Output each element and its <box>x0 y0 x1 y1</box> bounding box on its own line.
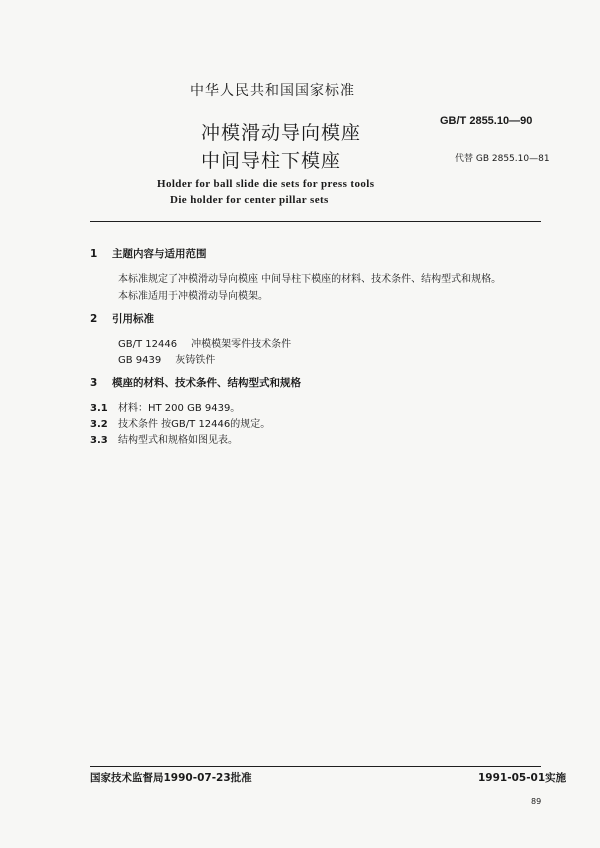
section-3-number: 3 <box>90 377 98 389</box>
reference-standard-1 <box>118 335 291 350</box>
section-1-title: 主题内容与适用范围 <box>112 248 207 260</box>
title-english-line-1: Holder for ball slide die sets for press tools <box>157 178 375 190</box>
replaces-standard: 代替 GB 2855.10—81 <box>455 154 550 164</box>
reference-standard-2 <box>118 351 215 366</box>
clause-3-2 <box>90 415 270 430</box>
section-1-paragraph-1: 本标准规定了冲模滑动导向模座 中间导柱下模座的材料、技术条件、结构型式和规格。 <box>118 274 502 285</box>
section-3-title: 模座的材料、技术条件、结构型式和规格 <box>112 377 301 389</box>
approval-date: 国家技术监督局1990-07-23批准 <box>90 772 252 784</box>
section-1-paragraph-2: 本标准适用于冲模滑动导向模架。 <box>118 291 268 302</box>
section-3-heading <box>90 375 301 390</box>
country-standard-heading: 中华人民共和国国家标准 <box>190 83 355 99</box>
reference-1-title: 冲模模架零件技术条件 <box>191 339 292 350</box>
clause-number: 3.2 <box>90 419 108 430</box>
section-2-number: 2 <box>90 313 98 325</box>
title-english-line-2: Die holder for center pillar sets <box>170 194 329 206</box>
title-chinese-line-1: 冲模滑动导向模座 <box>201 122 362 144</box>
standard-code: GB/T 2855.10—90 <box>440 115 533 127</box>
clause-number: 3.3 <box>90 435 108 446</box>
title-chinese-line-2: 中间导柱下模座 <box>201 150 342 172</box>
section-1-heading <box>90 246 207 261</box>
reference-2-title: 灰铸铁件 <box>175 355 216 366</box>
clause-3-3 <box>90 431 238 446</box>
clause-text: 材料：HT 200 GB 9439。 <box>118 403 241 414</box>
clause-text: 技术条件 按GB/T 12446的规定。 <box>118 419 271 430</box>
clause-3-1 <box>90 399 240 414</box>
page-number: 89 <box>531 797 542 806</box>
section-2-heading <box>90 311 154 326</box>
reference-1-code: GB/T 12446 <box>118 339 178 350</box>
section-1-number: 1 <box>90 248 98 260</box>
footer-divider <box>90 766 541 767</box>
effective-date: 1991-05-01实施 <box>478 772 567 784</box>
reference-2-code: GB 9439 <box>118 355 162 366</box>
clause-text: 结构型式和规格如图见表。 <box>118 435 238 446</box>
header-divider <box>90 221 541 222</box>
section-2-title: 引用标准 <box>112 313 154 325</box>
clause-number: 3.1 <box>90 403 108 414</box>
